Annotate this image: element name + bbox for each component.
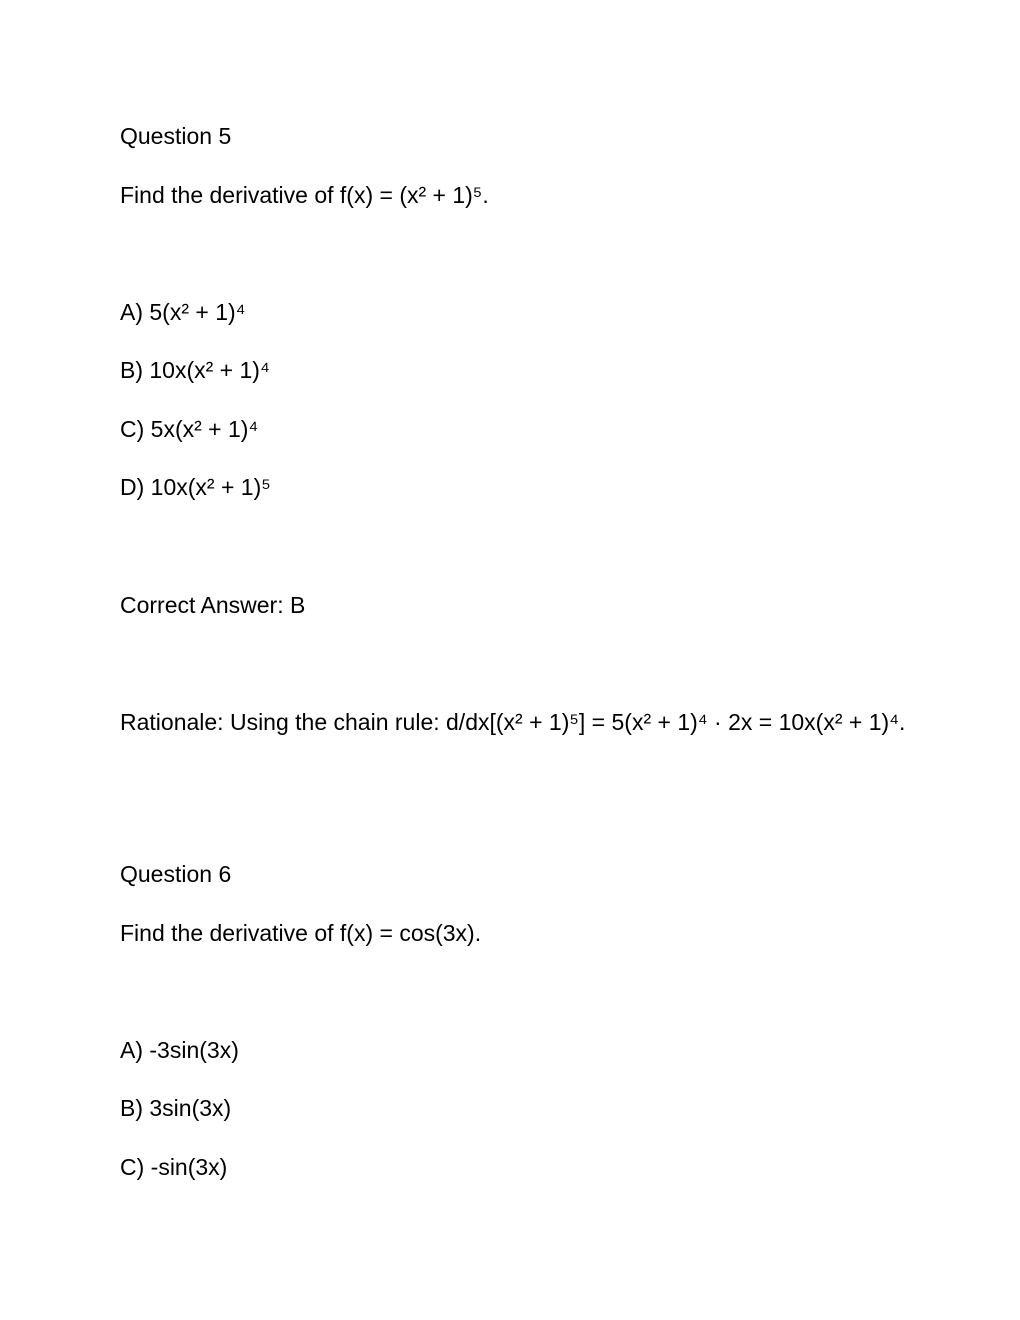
question-5-rationale: Rationale: Using the chain rule: d/dx[(x² + 1)⁵] = 5(x² + 1)⁴ · 2x = 10x(x² + 1)⁴. xyxy=(120,709,906,735)
question-5-option-d: D) 10x(x² + 1)⁵ xyxy=(120,474,271,500)
question-6-option-a: A) -3sin(3x) xyxy=(120,1037,239,1063)
question-5-option-a: A) 5(x² + 1)⁴ xyxy=(120,299,246,325)
question-6-option-c: C) -sin(3x) xyxy=(120,1154,228,1180)
question-6-option-b: B) 3sin(3x) xyxy=(120,1095,232,1121)
question-6-heading: Question 6 xyxy=(120,861,232,887)
question-5-prompt: Find the derivative of f(x) = (x² + 1)⁵. xyxy=(120,182,489,208)
question-5-heading: Question 5 xyxy=(120,123,232,149)
question-5-option-c: C) 5x(x² + 1)⁴ xyxy=(120,416,259,442)
question-5-option-b: B) 10x(x² + 1)⁴ xyxy=(120,357,270,383)
question-5-correct-answer: Correct Answer: B xyxy=(120,592,306,618)
question-6-prompt: Find the derivative of f(x) = cos(3x). xyxy=(120,920,482,946)
